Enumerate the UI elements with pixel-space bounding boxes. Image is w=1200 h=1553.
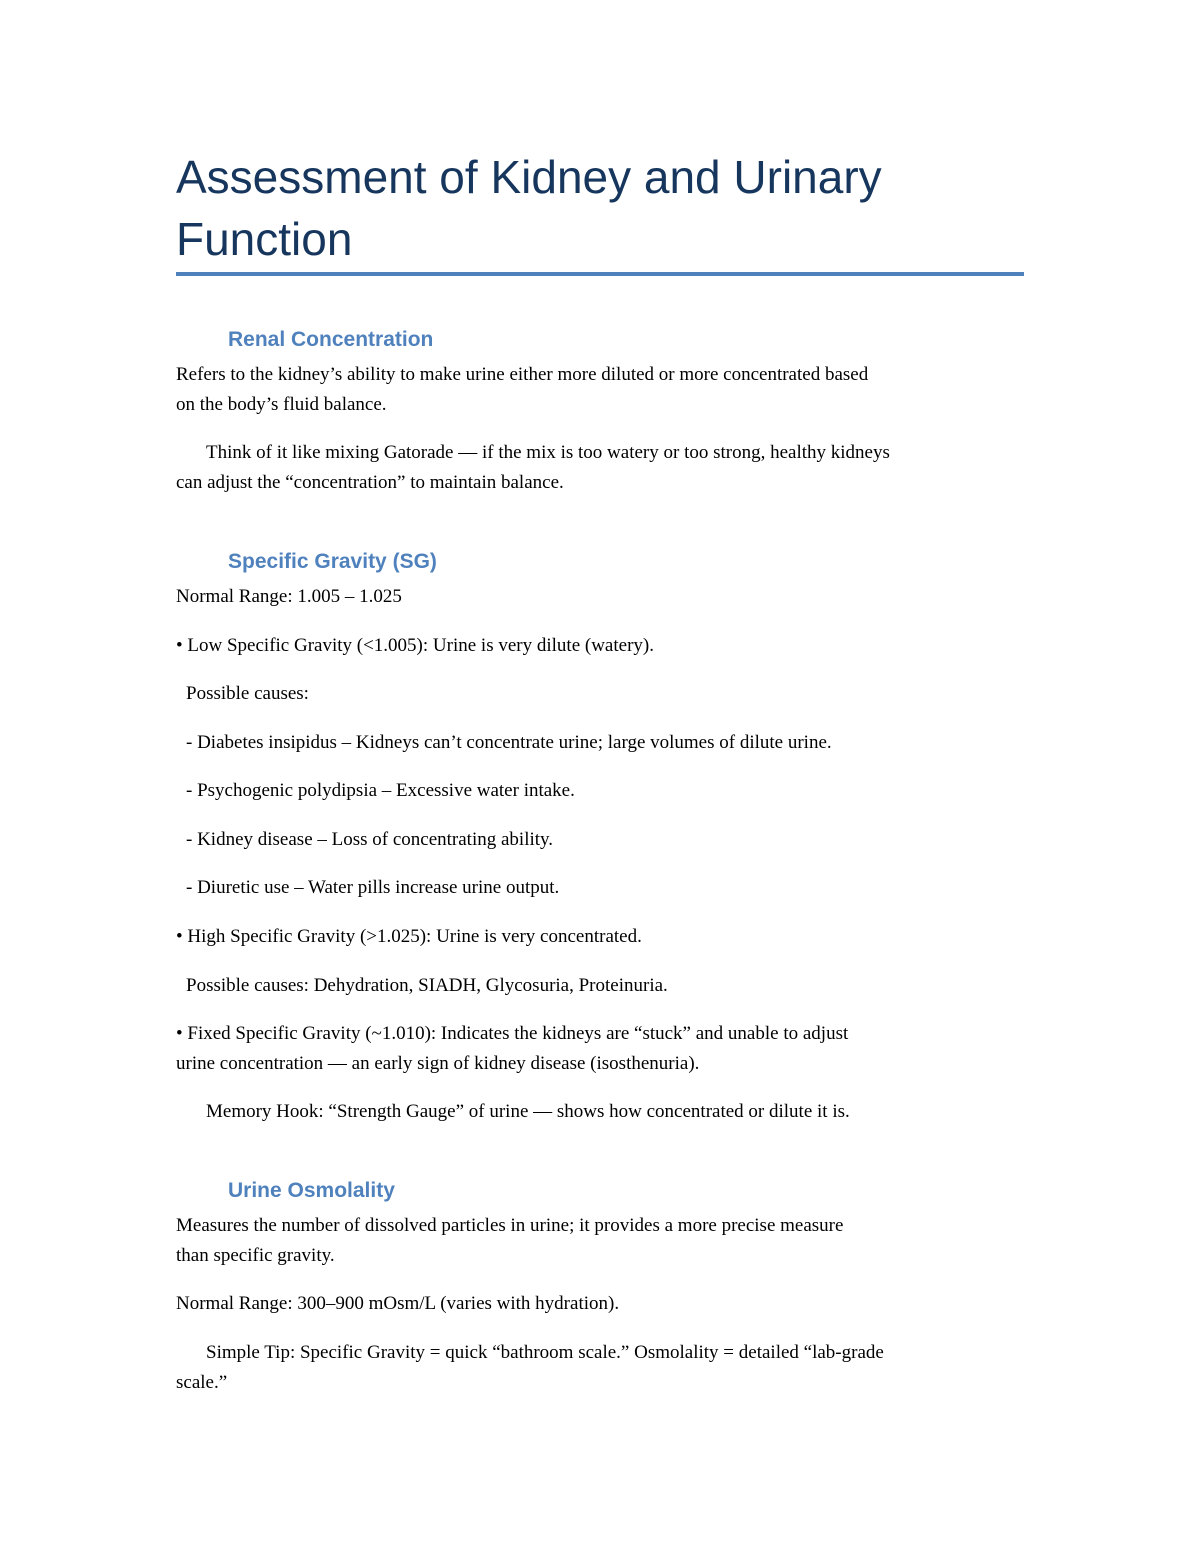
osmo-definition <box>176 1211 1024 1271</box>
sg-high: • High Specific Gravity (>1.025): Urine is very concentrated. <box>176 926 642 947</box>
renal-definition <box>176 360 1024 420</box>
sg-fixed-line-2: urine concentration — an early sign of kidney disease (isosthenuria). <box>176 1053 700 1074</box>
heading-renal-concentration: Renal Concentration <box>228 328 434 351</box>
osmo-definition-line-2: than specific gravity. <box>176 1245 335 1266</box>
sg-low-causes-label: Possible causes: <box>186 683 309 704</box>
osmo-definition-line-1: Measures the number of dissolved particles in urine; it provides a more precise measure <box>176 1215 844 1236</box>
sg-cause-diuretic-use: - Diuretic use – Water pills increase urine output. <box>186 877 560 898</box>
osmo-simple-tip <box>176 1338 1024 1398</box>
renal-definition-line-2: on the body’s fluid balance. <box>176 394 387 415</box>
title-underline-rule <box>176 272 1024 276</box>
osmo-tip-line-2: scale.” <box>176 1372 228 1393</box>
title-line-2: Function <box>176 213 353 265</box>
document-title <box>176 146 1024 270</box>
sg-normal-range: Normal Range: 1.005 – 1.025 <box>176 586 402 607</box>
renal-analogy-line-2: can adjust the “concentration” to maintain balance. <box>176 472 564 493</box>
sg-low: • Low Specific Gravity (<1.005): Urine is very dilute (watery). <box>176 635 654 656</box>
sg-high-causes: Possible causes: Dehydration, SIADH, Glycosuria, Proteinuria. <box>186 975 668 996</box>
sg-cause-kidney-disease: - Kidney disease – Loss of concentrating ability. <box>186 829 554 850</box>
heading-urine-osmolality: Urine Osmolality <box>228 1179 395 1202</box>
osmo-tip-line-1: Simple Tip: Specific Gravity = quick “bathroom scale.” Osmolality = detailed “lab-grade <box>206 1342 884 1363</box>
renal-definition-line-1: Refers to the kidney’s ability to make urine either more diluted or more concentrated based <box>176 364 869 385</box>
osmo-normal-range: Normal Range: 300–900 mOsm/L (varies with hydration). <box>176 1293 620 1314</box>
heading-specific-gravity: Specific Gravity (SG) <box>228 550 437 573</box>
renal-analogy <box>176 438 1024 498</box>
sg-fixed-line-1: • Fixed Specific Gravity (~1.010): Indicates the kidneys are “stuck” and unable to adjust <box>176 1023 849 1044</box>
title-line-1: Assessment of Kidney and Urinary <box>176 151 882 203</box>
sg-memory-hook: Memory Hook: “Strength Gauge” of urine — shows how concentrated or dilute it is. <box>206 1101 850 1122</box>
sg-fixed <box>176 1019 1024 1079</box>
sg-cause-diabetes-insipidus: - Diabetes insipidus – Kidneys can’t concentrate urine; large volumes of dilute urine. <box>186 732 832 753</box>
renal-analogy-line-1: Think of it like mixing Gatorade — if the mix is too watery or too strong, healthy kidneys <box>206 442 890 463</box>
sg-cause-psychogenic-polydipsia: - Psychogenic polydipsia – Excessive water intake. <box>186 780 575 801</box>
